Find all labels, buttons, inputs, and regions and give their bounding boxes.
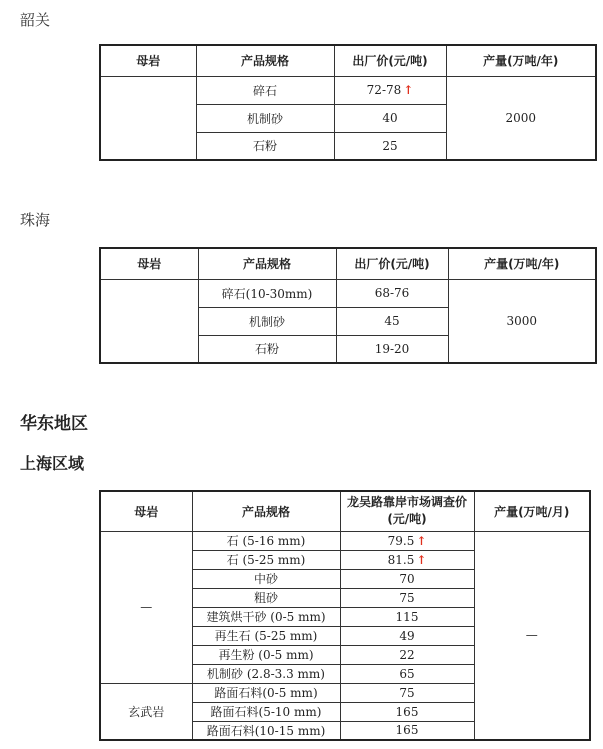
price-cell: 22 [340,645,474,664]
price-cell: 49 [340,626,474,645]
section-title-shanghai: 上海区域 [20,454,85,473]
spec-cell: 机制砂 [198,307,336,335]
rock-cell: 玄武岩 [100,683,192,740]
header-rock: 母岩 [100,491,192,531]
up-arrow-icon: ↑ [416,552,427,567]
spec-cell: 建筑烘干砂 (0-5 mm) [192,607,340,626]
header-price: 出厂价(元/吨) [336,248,448,279]
price-cell: 65 [340,664,474,683]
header-price: 出厂价(元/吨) [334,45,446,76]
price-cell: 79.5 ↑ [340,531,474,550]
output-cell: 3000 [448,279,596,363]
header-spec: 产品规格 [198,248,336,279]
spec-cell: 石 (5-16 mm) [192,531,340,550]
header-rock: 母岩 [100,248,198,279]
header-spec: 产品规格 [192,491,340,531]
price-cell: 165 [340,721,474,740]
price-table-shanghai [99,490,591,741]
spec-cell: 再生粉 (0-5 mm) [192,645,340,664]
spec-cell: 路面石料(10-15 mm) [192,721,340,740]
spec-cell: 粗砂 [192,588,340,607]
spec-cell: 再生石 (5-25 mm) [192,626,340,645]
price-table-zhuhai [99,247,597,364]
region-title-east-china: 华东地区 [20,414,88,434]
spec-cell: 碎石(10-30mm) [198,279,336,307]
header-output: 产量(万吨/年) [448,248,596,279]
spec-cell: 中砂 [192,569,340,588]
price-cell: 75 [340,683,474,702]
spec-cell: 机制砂 [196,104,334,132]
rock-cell [100,76,196,160]
spec-cell: 机制砂 (2.8-3.3 mm) [192,664,340,683]
section-title-zhuhai: 珠海 [20,211,51,229]
price-cell: 115 [340,607,474,626]
price-cell: 25 [334,132,446,160]
price-cell: 72-78 ↑ [334,76,446,104]
spec-cell: 石粉 [198,335,336,363]
spec-cell: 路面石料(5-10 mm) [192,702,340,721]
price-cell: 45 [336,307,448,335]
output-cell: — [474,531,590,740]
header-output: 产量(万吨/年) [446,45,596,76]
header-output: 产量(万吨/月) [474,491,590,531]
spec-cell: 石粉 [196,132,334,160]
rock-cell [100,279,198,363]
header-price: 龙吴路靠岸市场调查价(元/吨) [340,491,474,531]
spec-cell: 碎石 [196,76,334,104]
price-cell: 68-76 [336,279,448,307]
section-title-shaoguan: 韶关 [20,11,51,29]
header-spec: 产品规格 [196,45,334,76]
header-rock: 母岩 [100,45,196,76]
up-arrow-icon: ↑ [403,83,414,97]
price-cell: 81.5 ↑ [340,550,474,569]
spec-cell: 路面石料(0-5 mm) [192,683,340,702]
spec-cell: 石 (5-25 mm) [192,550,340,569]
price-cell: 165 [340,702,474,721]
price-cell: 75 [340,588,474,607]
price-cell: 40 [334,104,446,132]
up-arrow-icon: ↑ [416,533,427,548]
output-cell: 2000 [446,76,596,160]
price-cell: 19-20 [336,335,448,363]
rock-cell: — [100,531,192,683]
price-table-shaoguan [99,44,597,161]
price-cell: 70 [340,569,474,588]
